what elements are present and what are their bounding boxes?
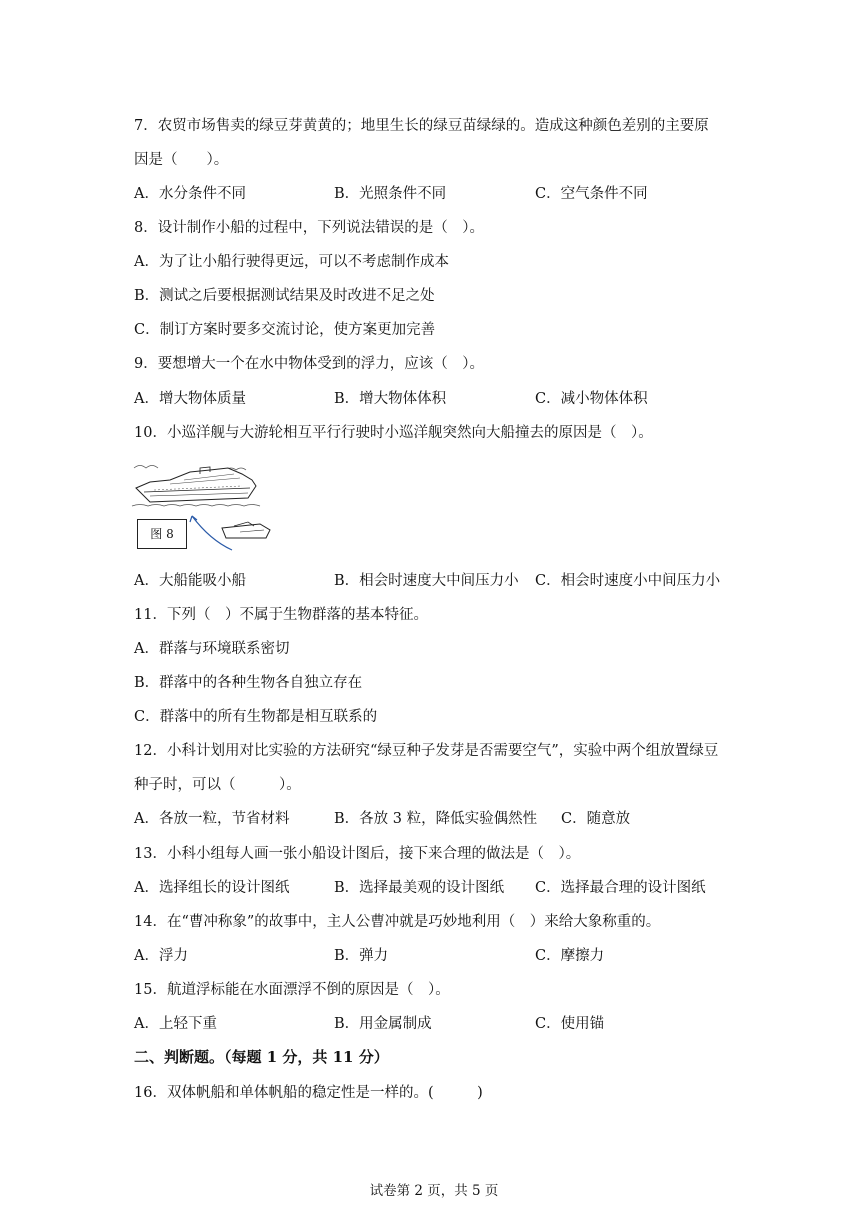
q15-option-a: A．上轻下重 [134,1016,217,1032]
q11-option-b: B．群落中的各种生物各自独立存在 [134,675,363,691]
figure-label: 图 8 [137,519,187,549]
q8-option-c: C．制订方案时要多交流讨论，使方案更加完善 [134,322,436,338]
q7-stem-line2: 因是（ ）。 [134,152,229,168]
q10-stem: 10．小巡洋舰与大游轮相互平行行驶时小巡洋舰突然向大船撞去的原因是（ ）。 [134,425,653,441]
q14-option-c: C．摩擦力 [535,948,605,964]
q15-option-c: C．使用锚 [535,1016,605,1032]
q15-option-b: B．用金属制成 [334,1016,432,1032]
q13-stem: 13．小科小组每人画一张小船设计图后，接下来合理的做法是（ ）。 [134,846,581,862]
q13-option-b: B．选择最美观的设计图纸 [334,880,505,896]
q16-stem: 16．双体帆船和单体帆船的稳定性是一样的。( ) [134,1085,483,1101]
q14-option-b: B．弹力 [334,948,389,964]
page-footer: 试卷第 2 页，共 5 页 [369,1183,499,1199]
q14-stem: 14．在“曹冲称象”的故事中，主人公曹冲就是巧妙地利用（ ）来给大象称重的。 [134,914,661,930]
q15-stem: 15．航道浮标能在水面漂浮不倒的原因是（ ）。 [134,982,450,998]
q12-option-b: B．各放 3 粒，降低实验偶然性 [334,811,538,827]
q13-option-a: A．选择组长的设计图纸 [134,880,290,896]
q9-option-a: A．增大物体质量 [134,391,246,407]
q9-option-b: B．增大物体体积 [334,391,447,407]
q11-option-a: A．群落与环境联系密切 [134,641,290,657]
q7-stem-line1: 7．农贸市场售卖的绿豆芽黄黄的；地里生长的绿豆苗绿绿的。造成这种颜色差别的主要原 [134,118,709,134]
q13-option-c: C．选择最合理的设计图纸 [535,880,706,896]
q7-option-a: A．水分条件不同 [134,186,246,202]
q8-stem: 8．设计制作小船的过程中，下列说法错误的是（ ）。 [134,220,484,236]
q7-option-c: C．空气条件不同 [535,186,648,202]
q9-stem: 9．要想增大一个在水中物体受到的浮力，应该（ ）。 [134,356,484,372]
q10-option-b: B．相会时速度大中间压力小 [334,573,519,589]
section-heading-judgement: 二、判断题。（每题 1 分，共 11 分） [134,1048,389,1066]
q10-option-a: A．大船能吸小船 [134,573,246,589]
q10-option-c: C．相会时速度小中间压力小 [535,573,721,589]
q11-option-c: C．群落中的所有生物都是相互联系的 [134,709,378,725]
q14-option-a: A．浮力 [134,948,188,964]
q8-option-b: B．测试之后要根据测试结果及时改进不足之处 [134,288,435,304]
q8-option-a: A．为了让小船行驶得更远，可以不考虑制作成本 [134,254,449,270]
q9-option-c: C．减小物体体积 [535,391,648,407]
q12-stem-line2: 种子时，可以（ ）。 [134,777,301,793]
q7-option-b: B．光照条件不同 [334,186,447,202]
q12-option-c: C．随意放 [561,811,631,827]
q11-stem: 11．下列（ ）不属于生物群落的基本特征。 [134,607,428,623]
q12-stem-line1: 12．小科计划用对比实验的方法研究“绿豆种子发芽是否需要空气”，实验中两个组放置绿豆 [134,743,719,759]
q12-option-a: A．各放一粒，节省材料 [134,811,290,827]
